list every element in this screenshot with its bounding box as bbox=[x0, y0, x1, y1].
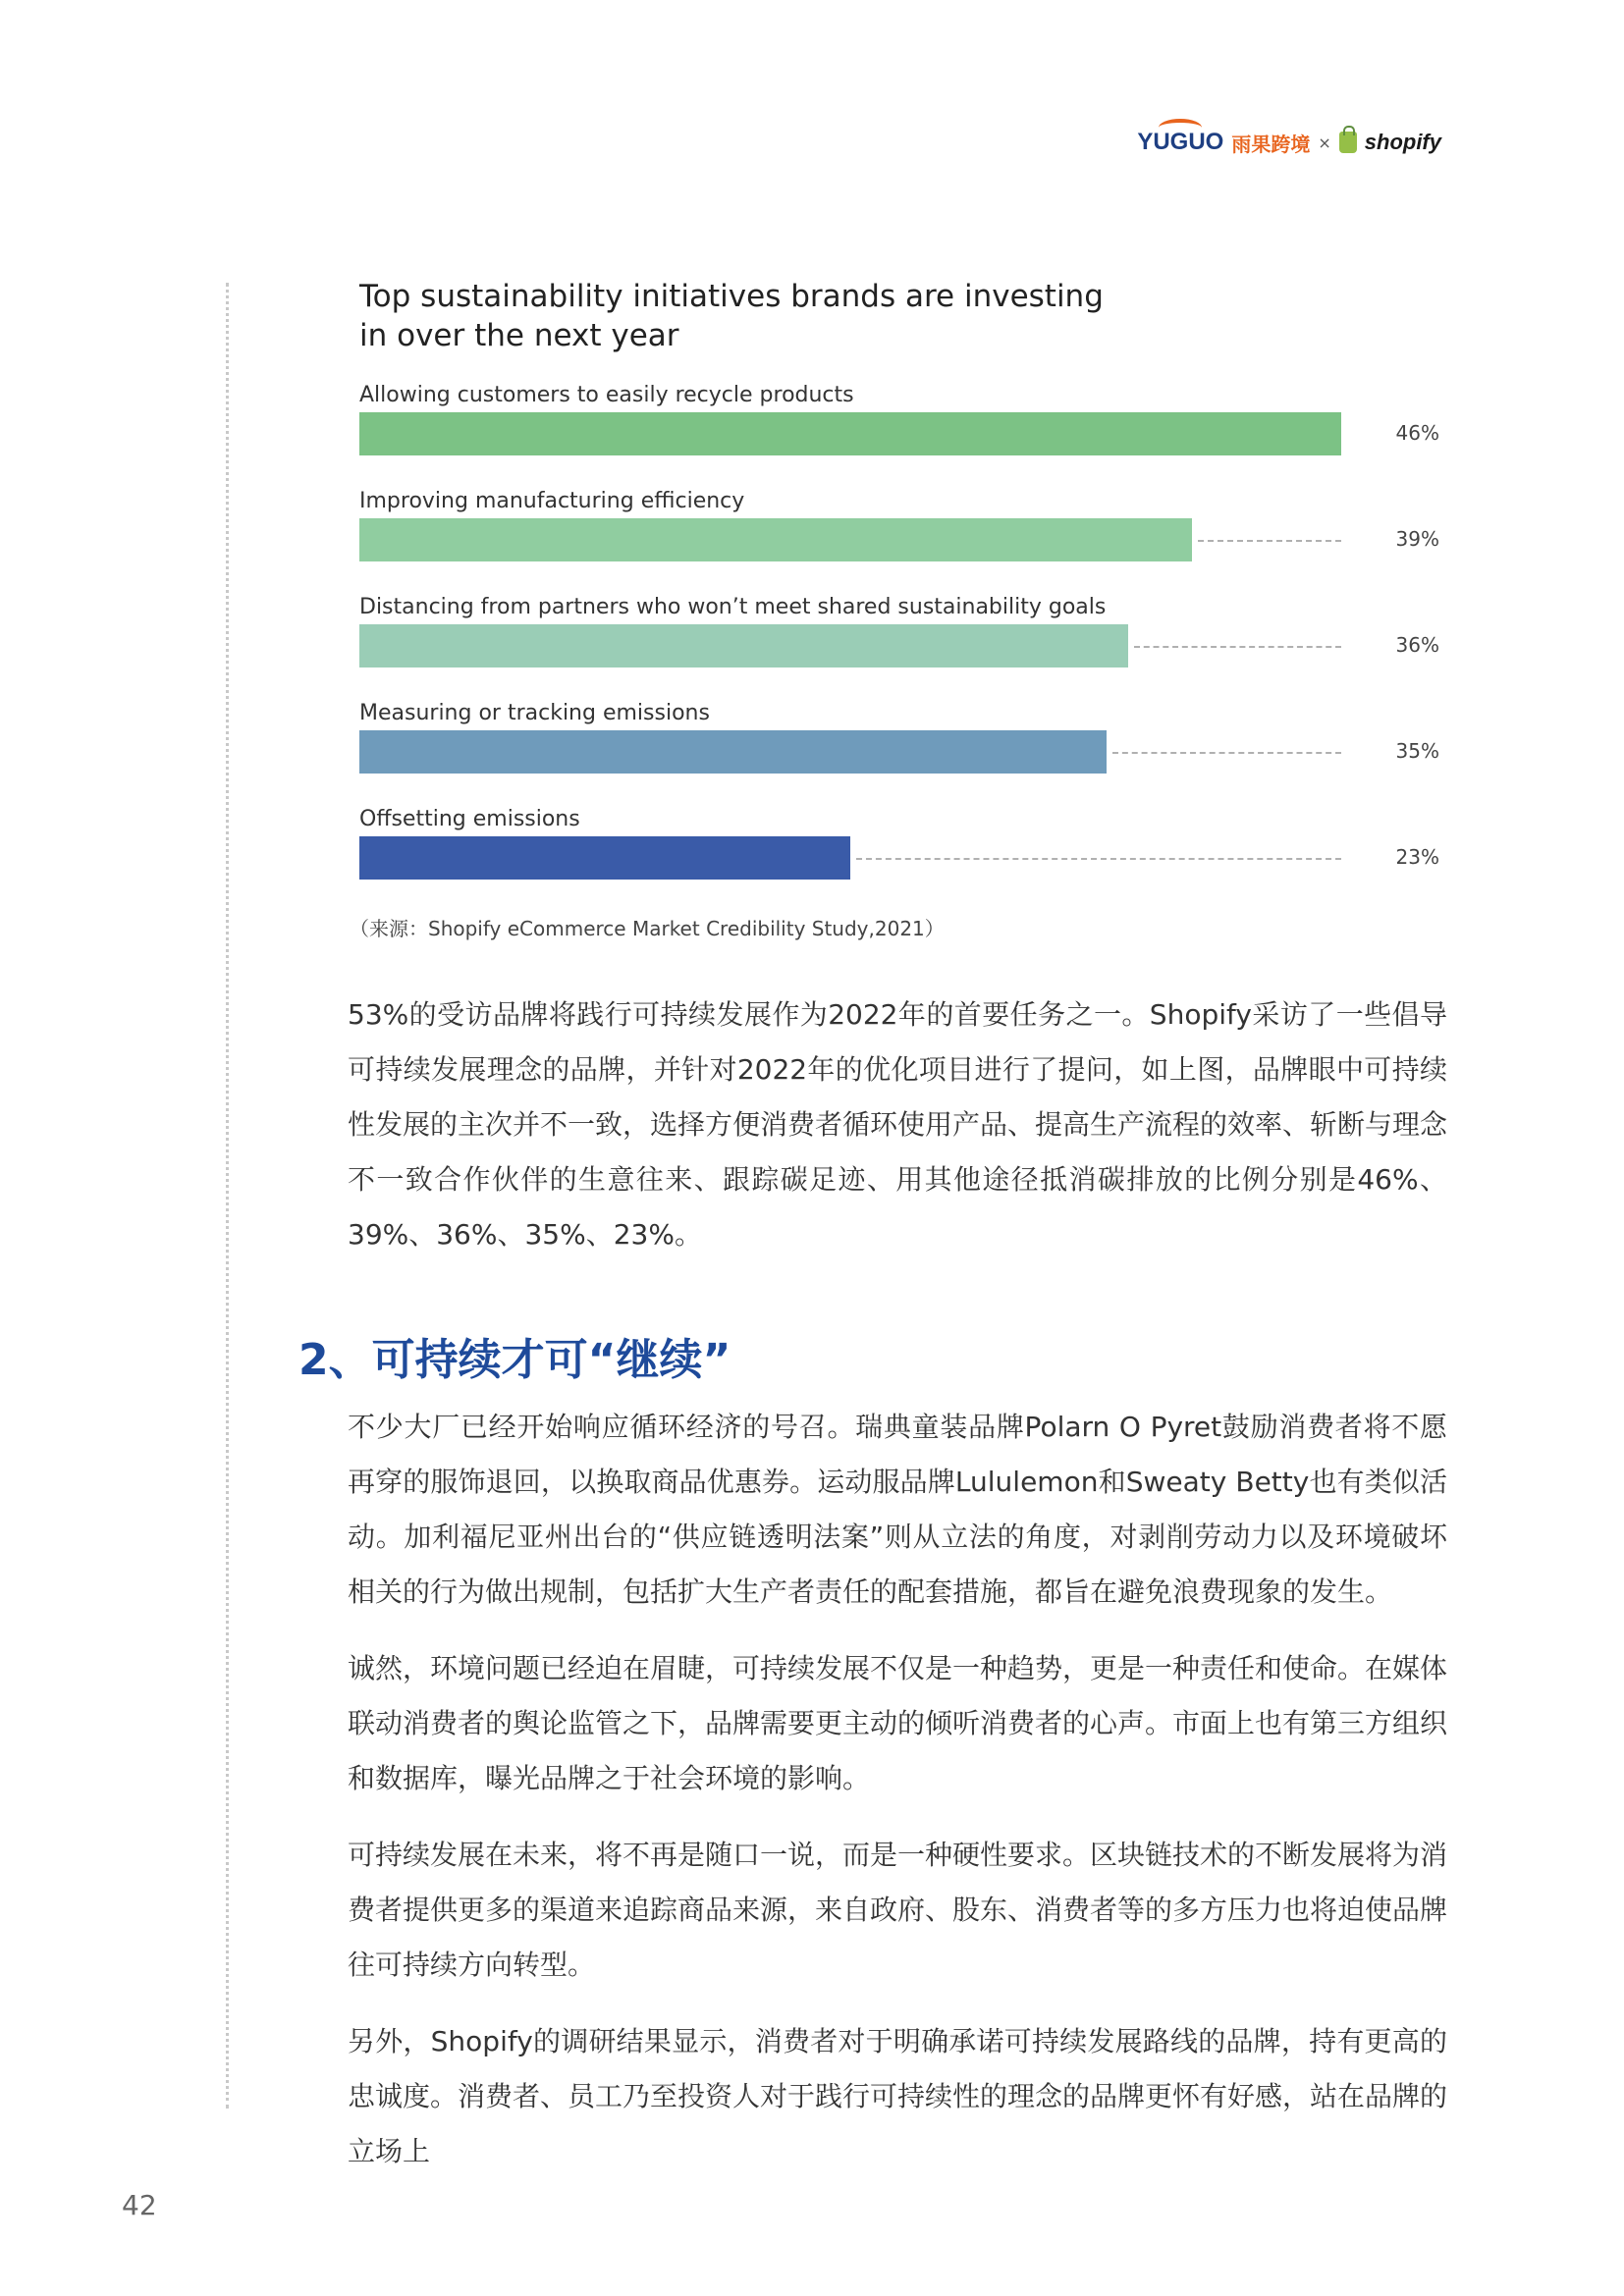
paragraph-4: 可持续发展在未来，将不再是随口一说，而是一种硬性要求。区块链技术的不断发展将为消费者提供更多的渠道来追踪商品来源，来自政府、股东、消费者等的多方压力也将迫使品牌往可持续方向转型。 bbox=[348, 1839, 1448, 1981]
bar-leader-line bbox=[1198, 540, 1341, 542]
bar-leader-line bbox=[856, 858, 1341, 860]
paragraph-1: 53%的受访品牌将践行可持续发展作为2022年的首要任务之一。Shopify采访了一些倡导可持续发展理念的品牌，并针对2022年的优化项目进行了提问，如上图，品牌眼中可持续性发展的主次并不一致，选择方便消费者循环使用产品、提高生产流程的效率、斩断与理念不一致合作伙伴的生意往来、跟踪碳足迹、用其他途径抵消碳排放的比例分别是46%、39%、36%、35%、23%。 bbox=[348, 998, 1448, 1251]
shopify-logo: shopify bbox=[1364, 130, 1441, 154]
bar-leader-line bbox=[1134, 646, 1341, 648]
bar-chart bbox=[0, 0, 1624, 942]
bar-value-label: 36% bbox=[1395, 633, 1439, 657]
yuguo-cn-logo: 雨果跨境 bbox=[1231, 132, 1311, 156]
bar-value-label: 35% bbox=[1395, 739, 1439, 763]
bar bbox=[359, 836, 850, 880]
bar bbox=[359, 518, 1192, 561]
bar-label: Allowing customers to easily recycle products bbox=[359, 383, 854, 407]
section-heading: 2、可持续才可“继续” bbox=[298, 1335, 731, 1385]
paragraph-2: 不少大厂已经开始响应循环经济的号召。瑞典童装品牌Polarn O Pyret鼓励消费者将不愿再穿的服饰退回，以换取商品优惠券。运动服品牌Lululemon和Sweaty Betty也有类似活动。加利福尼亚州出台的“供应链透明法案”则从立法的角度，对剥削劳动力以及环境破坏相关的行为做出规制，包括扩大生产者责任的配套措施，都旨在避免浪费现象的发生。 bbox=[348, 1411, 1447, 1608]
bar-label: Offsetting emissions bbox=[359, 807, 580, 831]
bar-label: Measuring or tracking emissions bbox=[359, 701, 710, 725]
bar bbox=[359, 730, 1107, 774]
bar-leader-line bbox=[1112, 752, 1341, 754]
bar-label: Distancing from partners who won’t meet shared sustainability goals bbox=[359, 595, 1107, 619]
bar bbox=[359, 412, 1341, 455]
chart-title-line1: Top sustainability initiatives brands are investing bbox=[359, 279, 1104, 314]
paragraph-5: 另外，Shopify的调研结果显示，消费者对于明确承诺可持续发展路线的品牌，持有更高的忠诚度。消费者、员工乃至投资人对于践行可持续性的理念的品牌更怀有好感，站在品牌的立场上 bbox=[348, 2025, 1448, 2167]
bar-value-label: 39% bbox=[1395, 527, 1439, 551]
bar-value-label: 46% bbox=[1395, 421, 1439, 445]
chart-source: （来源：Shopify eCommerce Market Credibility Study,2021） bbox=[350, 917, 945, 940]
bar-label: Improving manufacturing efficiency bbox=[359, 489, 745, 513]
yuguo-logo-text: YUGUO bbox=[1137, 129, 1224, 155]
bar bbox=[359, 624, 1128, 667]
logo-separator: × bbox=[1318, 133, 1331, 152]
paragraph-3: 诚然，环境问题已经迫在眉睫，可持续发展不仅是一种趋势，更是一种责任和使命。在媒体联动消费者的舆论监管之下，品牌需要更主动的倾听消费者的心声。市面上也有第三方组织和数据库，曝光品牌之于社会环境的影响。 bbox=[348, 1652, 1448, 1794]
chart-title-line2: in over the next year bbox=[359, 318, 679, 353]
page-number: 42 bbox=[122, 2189, 157, 2221]
bar-value-label: 23% bbox=[1395, 845, 1439, 869]
